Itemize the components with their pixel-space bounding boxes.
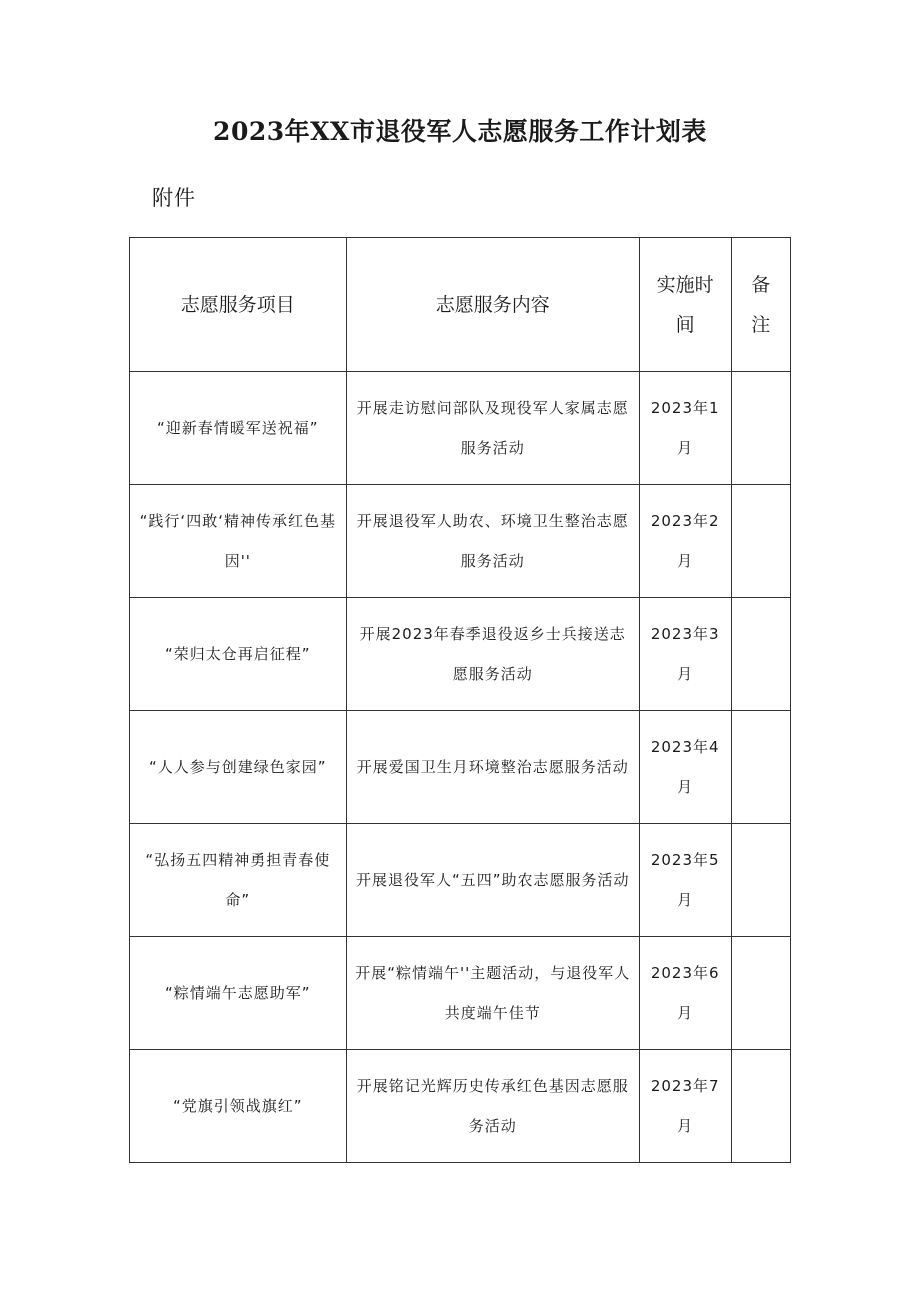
table-row (130, 711, 791, 824)
cell-content (346, 1050, 639, 1163)
cell-time (639, 711, 731, 824)
cell-content (346, 372, 639, 485)
content-text: 开展退役军人“五四”助农志愿服务活动 (355, 871, 630, 889)
table-row (130, 485, 791, 598)
time-text: 2023年1月 (650, 399, 720, 457)
cell-project (130, 485, 347, 598)
cell-time (639, 1050, 731, 1163)
header-note (731, 238, 790, 372)
table-row (130, 372, 791, 485)
content-text: 开展铭记光辉历史传承红色基因志愿服务活动 (356, 1077, 629, 1135)
cell-note (731, 711, 790, 824)
cell-project (130, 1050, 347, 1163)
cell-content (346, 937, 639, 1050)
cell-note (731, 372, 790, 485)
cell-note (731, 485, 790, 598)
table-row (130, 937, 791, 1050)
cell-note (731, 1050, 790, 1163)
project-text: “迎新春情暖军送祝福” (157, 419, 319, 437)
cell-project (130, 711, 347, 824)
content-text: 开展“粽情端午''主题活动，与退役军人共度端午佳节 (355, 964, 631, 1022)
cell-content (346, 824, 639, 937)
header-project: 志愿服务项目 (130, 238, 347, 372)
content-text: 开展走访慰问部队及现役军人家属志愿服务活动 (356, 399, 629, 457)
attachment-label: 附件 (152, 186, 196, 210)
time-text: 2023年5月 (650, 851, 720, 909)
table-row (130, 1050, 791, 1163)
time-text: 2023年7月 (650, 1077, 720, 1135)
header-content: 志愿服务内容 (346, 238, 639, 372)
cell-project (130, 937, 347, 1050)
table-row (130, 598, 791, 711)
cell-time (639, 485, 731, 598)
header-time-label: 实施时间 (656, 273, 714, 336)
cell-time (639, 824, 731, 937)
time-text: 2023年4月 (650, 738, 720, 796)
time-text: 2023年6月 (650, 964, 720, 1022)
header-note-label: 备注 (751, 273, 771, 336)
cell-time (639, 372, 731, 485)
header-time (639, 238, 731, 372)
page-title: 2023年XX市退役军人志愿服务工作计划表 (213, 117, 707, 146)
project-text: “荣归太仓再启征程” (165, 645, 311, 663)
project-text: “践行‘四敢‘精神传承红色基因'' (139, 512, 336, 570)
cell-content (346, 711, 639, 824)
project-text: “弘扬五四精神勇担青春使命” (145, 851, 331, 909)
cell-content (346, 485, 639, 598)
content-text: 开展退役军人助农、环境卫生整治志愿服务活动 (356, 512, 629, 570)
project-text: “人人参与创建绿色家园” (149, 758, 327, 776)
cell-project (130, 598, 347, 711)
time-text: 2023年2月 (650, 512, 720, 570)
cell-project (130, 824, 347, 937)
cell-project (130, 372, 347, 485)
table-header-row (130, 238, 791, 372)
table-row (130, 824, 791, 937)
time-text: 2023年3月 (650, 625, 720, 683)
cell-note (731, 824, 790, 937)
cell-content (346, 598, 639, 711)
cell-note (731, 937, 790, 1050)
project-text: “党旗引领战旗红” (173, 1097, 303, 1115)
cell-time (639, 598, 731, 711)
content-text: 开展爱国卫生月环境整治志愿服务活动 (356, 758, 629, 776)
cell-time (639, 937, 731, 1050)
content-text: 开展2023年春季退役返乡士兵接送志愿服务活动 (359, 625, 626, 683)
cell-note (731, 598, 790, 711)
plan-table (129, 237, 791, 1163)
project-text: “粽情端午志愿助军” (165, 984, 311, 1002)
